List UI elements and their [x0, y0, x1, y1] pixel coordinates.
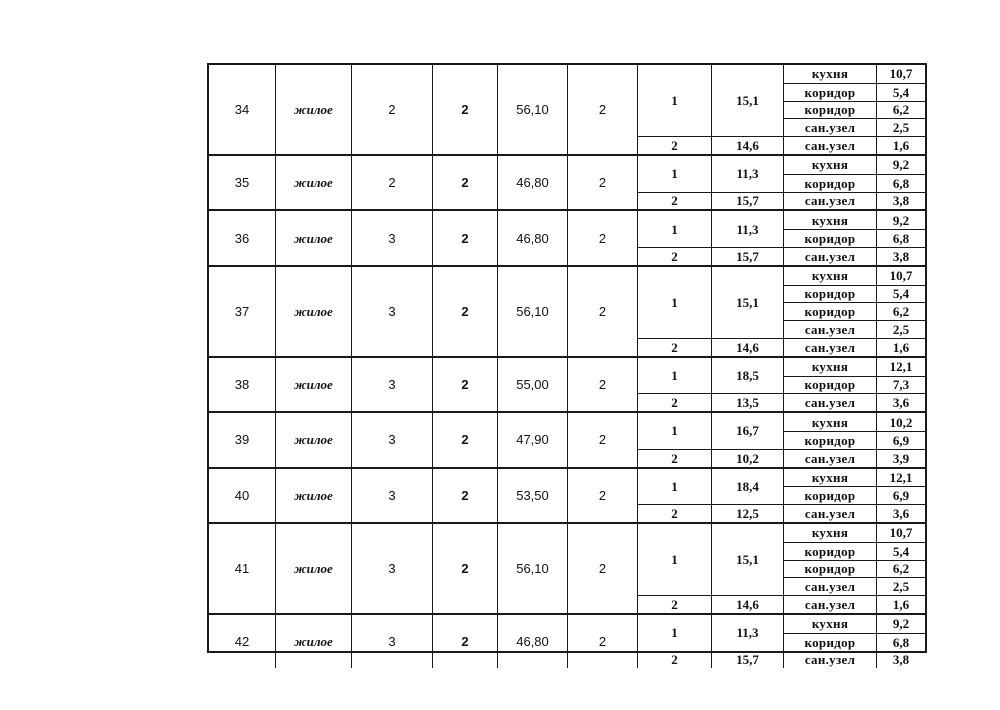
- living-room-number: 1: [638, 211, 712, 247]
- aux-room-area: 6,8: [877, 633, 925, 651]
- aux-room-name: сан.узел: [784, 651, 877, 669]
- apartment-rooms-count: 2: [433, 413, 498, 466]
- apartment-row: [209, 265, 925, 356]
- apartment-floor: 3: [352, 524, 433, 613]
- aux-room-name: коридор: [784, 83, 877, 101]
- aux-room-area: 3,6: [877, 393, 925, 411]
- apartment-rooms-count: 2: [433, 65, 498, 154]
- living-room-number: 1: [638, 469, 712, 505]
- apartment-total-area: 56,10: [498, 524, 568, 613]
- apartment-status: жилое: [276, 413, 352, 466]
- apartment-total-area: 56,10: [498, 65, 568, 154]
- apartment-col6: 2: [568, 413, 638, 466]
- apartment-status: жилое: [276, 615, 352, 668]
- aux-room-name: кухня: [784, 65, 877, 83]
- aux-room-area: 3,8: [877, 192, 925, 210]
- aux-room-area: 2,5: [877, 577, 925, 595]
- living-room-number: 1: [638, 358, 712, 394]
- aux-room-name: коридор: [784, 560, 877, 578]
- aux-room-area: 5,4: [877, 83, 925, 101]
- aux-room-name: кухня: [784, 211, 877, 229]
- apartment-total-area: 56,10: [498, 267, 568, 356]
- apartment-row: [209, 356, 925, 411]
- living-room-number: 2: [638, 192, 712, 210]
- aux-room-area: 5,4: [877, 285, 925, 303]
- aux-room-name: кухня: [784, 413, 877, 431]
- aux-room-name: сан.узел: [784, 577, 877, 595]
- aux-room-area: 6,9: [877, 486, 925, 504]
- aux-room-area: 6,9: [877, 431, 925, 449]
- apartment-status: жилое: [276, 156, 352, 209]
- aux-room-area: 7,3: [877, 376, 925, 394]
- apartment-rooms-count: 2: [433, 267, 498, 356]
- aux-room-area: 1,6: [877, 595, 925, 613]
- living-room-area: 15,1: [712, 267, 784, 338]
- aux-room-area: 10,7: [889, 268, 913, 284]
- living-room-area: 11,3: [712, 615, 784, 651]
- aux-room-name: сан.узел: [784, 192, 877, 210]
- living-room-number: 1: [638, 267, 712, 338]
- apartment-total-area: 53,50: [498, 469, 568, 522]
- apartment-col6: 2: [568, 469, 638, 522]
- aux-room-area: 5,4: [877, 542, 925, 560]
- apartment-row: [209, 467, 925, 522]
- aux-room-area: 10,7: [889, 66, 913, 82]
- apartment-floor: 3: [352, 615, 433, 668]
- apartment-number: 41: [209, 524, 276, 613]
- aux-room-area: 6,2: [877, 101, 925, 119]
- aux-room-name: коридор: [784, 174, 877, 192]
- living-room-area: 14,6: [712, 136, 784, 154]
- aux-room-area: 6,8: [877, 174, 925, 192]
- apartment-status: жилое: [276, 524, 352, 613]
- aux-room-name: сан.узел: [784, 247, 877, 265]
- apartment-total-area: 47,90: [498, 413, 568, 466]
- aux-room-name: кухня: [784, 156, 877, 174]
- apartment-status: жилое: [276, 469, 352, 522]
- aux-room-area: 3,8: [877, 651, 925, 669]
- aux-room-name: кухня: [784, 358, 877, 376]
- apartment-rooms-count: 2: [433, 211, 498, 264]
- apartment-number: 38: [209, 358, 276, 411]
- apartment-row: [209, 522, 925, 613]
- aux-room-area: 9,2: [892, 157, 910, 173]
- apartment-floor: 3: [352, 358, 433, 411]
- living-room-number: 2: [638, 247, 712, 265]
- apartment-floor: 2: [352, 156, 433, 209]
- living-room-area: 15,7: [712, 192, 784, 210]
- living-room-number: 2: [638, 338, 712, 356]
- apartment-status: жилое: [276, 65, 352, 154]
- aux-room-area: 2,5: [877, 320, 925, 338]
- living-room-area: 10,2: [712, 449, 784, 467]
- apartment-row: [209, 411, 925, 466]
- aux-room-area: 6,2: [877, 560, 925, 578]
- aux-room-name: коридор: [784, 542, 877, 560]
- aux-room-name: кухня: [784, 469, 877, 487]
- living-room-area: 15,7: [712, 651, 784, 669]
- apartment-status: жилое: [276, 358, 352, 411]
- aux-room-name: сан.узел: [784, 504, 877, 522]
- apartment-number: 39: [209, 413, 276, 466]
- apartment-total-area: 55,00: [498, 358, 568, 411]
- apartment-total-area: 46,80: [498, 211, 568, 264]
- aux-room-name: сан.узел: [784, 449, 877, 467]
- living-room-number: 1: [638, 156, 712, 192]
- apartment-total-area: 46,80: [498, 615, 568, 668]
- living-room-number: 1: [638, 524, 712, 595]
- aux-room-area: 3,9: [877, 449, 925, 467]
- living-room-number: 2: [638, 504, 712, 522]
- aux-room-area: 10,2: [889, 414, 913, 430]
- apartment-floor: 3: [352, 469, 433, 522]
- apartment-total-area: 46,80: [498, 156, 568, 209]
- apartment-col6: 2: [568, 615, 638, 668]
- living-room-area: 15,1: [712, 65, 784, 136]
- living-room-number: 2: [638, 449, 712, 467]
- apartment-floor: 3: [352, 211, 433, 264]
- apartment-col6: 2: [568, 267, 638, 356]
- aux-room-area: 9,2: [892, 616, 910, 632]
- apartment-col6: 2: [568, 65, 638, 154]
- aux-room-name: коридор: [784, 633, 877, 651]
- apartment-rooms-count: 2: [433, 615, 498, 668]
- living-room-number: 1: [638, 65, 712, 136]
- living-room-area: 14,6: [712, 595, 784, 613]
- apartment-row: [209, 613, 925, 668]
- aux-room-area: 3,8: [877, 247, 925, 265]
- living-room-area: 16,7: [712, 413, 784, 449]
- aux-room-name: сан.узел: [784, 136, 877, 154]
- apartment-row: [209, 209, 925, 264]
- apartment-number: 37: [209, 267, 276, 356]
- aux-room-name: сан.узел: [784, 320, 877, 338]
- aux-room-name: кухня: [784, 615, 877, 633]
- living-room-area: 11,3: [712, 211, 784, 247]
- aux-room-area: 2,5: [877, 118, 925, 136]
- apartment-rooms-count: 2: [433, 358, 498, 411]
- apartment-floor: 3: [352, 267, 433, 356]
- aux-room-name: сан.узел: [784, 118, 877, 136]
- aux-room-name: коридор: [784, 486, 877, 504]
- living-room-area: 11,3: [712, 156, 784, 192]
- apartment-col6: 2: [568, 524, 638, 613]
- aux-room-name: сан.узел: [784, 338, 877, 356]
- aux-room-area: 6,2: [877, 302, 925, 320]
- aux-room-name: коридор: [784, 229, 877, 247]
- aux-room-area: 1,6: [877, 338, 925, 356]
- aux-room-name: кухня: [784, 267, 877, 285]
- aux-room-area: 12,1: [889, 359, 913, 375]
- document-page: [207, 63, 927, 668]
- aux-room-name: коридор: [784, 101, 877, 119]
- aux-room-area: 3,6: [877, 504, 925, 522]
- apartment-floor: 3: [352, 413, 433, 466]
- living-room-area: 15,1: [712, 524, 784, 595]
- living-room-number: 2: [638, 651, 712, 669]
- living-room-number: 2: [638, 393, 712, 411]
- aux-room-name: кухня: [784, 524, 877, 542]
- living-room-number: 1: [638, 413, 712, 449]
- living-room-area: 13,5: [712, 393, 784, 411]
- apartment-number: 35: [209, 156, 276, 209]
- apartment-number: 42: [209, 615, 276, 668]
- aux-room-area: 1,6: [877, 136, 925, 154]
- living-room-number: 2: [638, 136, 712, 154]
- aux-room-area: 9,2: [892, 212, 910, 228]
- aux-room-name: коридор: [784, 431, 877, 449]
- living-room-number: 1: [638, 615, 712, 651]
- apartment-row: [209, 154, 925, 209]
- apartment-status: жилое: [276, 211, 352, 264]
- apartment-number: 40: [209, 469, 276, 522]
- living-room-area: 15,7: [712, 247, 784, 265]
- apartment-rooms-count: 2: [433, 156, 498, 209]
- aux-room-area: 12,1: [889, 469, 913, 485]
- aux-room-name: сан.узел: [784, 393, 877, 411]
- living-room-area: 18,4: [712, 469, 784, 505]
- apartment-floor: 2: [352, 65, 433, 154]
- apartment-col6: 2: [568, 211, 638, 264]
- apartment-number: 36: [209, 211, 276, 264]
- apartments-table: [207, 63, 927, 668]
- apartment-row: [209, 65, 925, 154]
- apartment-number: 34: [209, 65, 276, 154]
- aux-room-name: коридор: [784, 302, 877, 320]
- living-room-area: 14,6: [712, 338, 784, 356]
- aux-room-name: коридор: [784, 376, 877, 394]
- living-room-number: 2: [638, 595, 712, 613]
- living-room-area: 12,5: [712, 504, 784, 522]
- aux-room-area: 6,8: [877, 229, 925, 247]
- aux-room-name: коридор: [784, 285, 877, 303]
- aux-room-name: сан.узел: [784, 595, 877, 613]
- apartment-status: жилое: [276, 267, 352, 356]
- apartment-rooms-count: 2: [433, 524, 498, 613]
- apartment-col6: 2: [568, 358, 638, 411]
- aux-room-area: 10,7: [889, 525, 913, 541]
- apartment-rooms-count: 2: [433, 469, 498, 522]
- living-room-area: 18,5: [712, 358, 784, 394]
- apartment-col6: 2: [568, 156, 638, 209]
